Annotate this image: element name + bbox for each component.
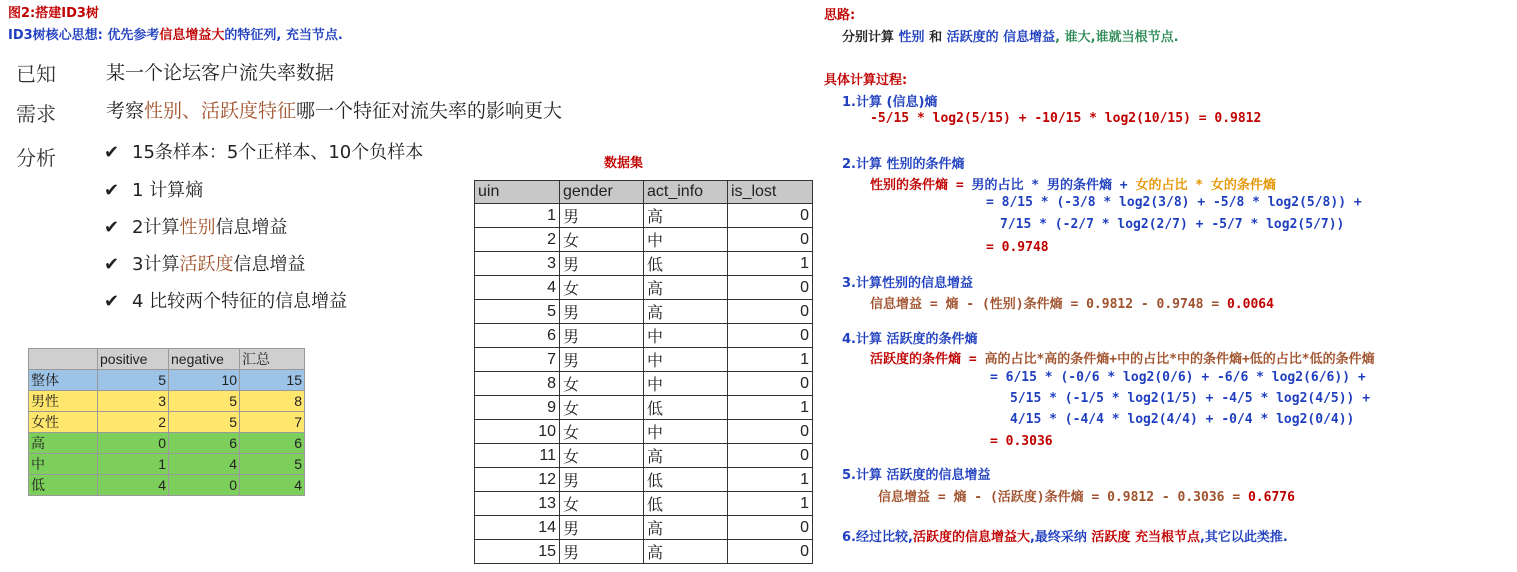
- check-icon: ✔: [104, 291, 120, 312]
- table-row: [475, 516, 813, 540]
- core-highlight: 信息增益大: [159, 28, 225, 43]
- step6-part: 6.经过比较,: [842, 530, 913, 545]
- step2-line4: = 0.9748: [986, 240, 1049, 255]
- dataset-cell: 8: [475, 372, 560, 396]
- step6-part: 活跃度 充当根节点: [1091, 530, 1200, 545]
- analysis-text: 15条样本：5个正样本、10个负样本: [132, 142, 424, 163]
- thought-part: 分别计算: [842, 30, 899, 45]
- dataset-cell: 男: [560, 252, 644, 276]
- stats-cell: 2: [98, 412, 169, 433]
- step2-line3: 7/15 * (-2/7 * log2(2/7) + -5/7 * log2(5/7)): [1000, 217, 1345, 232]
- step3-title: 3.计算性别的信息增益: [842, 276, 973, 291]
- dataset-cell: 低: [644, 396, 728, 420]
- stats-table: [28, 348, 305, 496]
- need-highlight: 性别、活跃度特征: [144, 100, 297, 122]
- dataset-cell: 高: [644, 540, 728, 564]
- dataset-cell: 1: [728, 492, 813, 516]
- analysis-text-suffix: 信息增益: [215, 217, 288, 238]
- dataset-cell: 15: [475, 540, 560, 564]
- thought-part: 活跃度的: [946, 30, 999, 45]
- core-suffix: 的特征列, 充当节点.: [224, 28, 343, 43]
- analysis-item: [104, 176, 203, 202]
- dataset-cell: 1: [728, 252, 813, 276]
- dataset-header-row: [475, 181, 813, 204]
- dataset-cell: 0: [728, 276, 813, 300]
- check-icon: ✔: [104, 180, 120, 201]
- id3-core-idea: [8, 24, 343, 43]
- stats-cell: 6: [240, 433, 305, 454]
- figure-title: 图2:搭建ID3树: [8, 6, 99, 21]
- dataset-cell: 中: [644, 348, 728, 372]
- need-suffix: 哪一个特征对流失率的影响更大: [296, 100, 563, 122]
- analysis-label: 分析: [16, 146, 56, 170]
- step3-result: 0.0064: [1226, 297, 1274, 312]
- stats-row-label: 男性: [29, 391, 98, 412]
- dataset-cell: 女: [560, 276, 644, 300]
- dataset-cell: 3: [475, 252, 560, 276]
- table-row: [475, 228, 813, 252]
- table-row: [475, 468, 813, 492]
- thought-part: 信息增益: [1003, 30, 1056, 45]
- thought-part: , 谁大,谁就当根节点.: [1055, 30, 1179, 45]
- dataset-cell: 男: [560, 204, 644, 228]
- dataset-cell: 12: [475, 468, 560, 492]
- dataset-cell: 中: [644, 372, 728, 396]
- need-value: [106, 96, 562, 123]
- step4-line3: 5/15 * (-1/5 * log2(1/5) + -4/5 * log2(4/5)) +: [1010, 391, 1371, 406]
- table-row: [475, 444, 813, 468]
- step1-formula: [870, 111, 1261, 126]
- stats-cell: 3: [98, 391, 169, 412]
- stats-cell: 4: [240, 475, 305, 496]
- dataset-cell: 女: [560, 420, 644, 444]
- step2-male-part: 男的占比 * 男的条件熵 +: [971, 178, 1136, 193]
- analysis-text: 1 计算熵: [132, 180, 204, 201]
- dataset-cell: 女: [560, 228, 644, 252]
- dataset-cell: 低: [644, 468, 728, 492]
- dataset-cell: 低: [644, 252, 728, 276]
- dataset-cell: 中: [644, 324, 728, 348]
- table-row: [475, 420, 813, 444]
- dataset-cell: 0: [728, 204, 813, 228]
- stats-row-label: 整体: [29, 370, 98, 391]
- thought-part: 性别: [898, 30, 925, 45]
- step2-title: 2.计算 性别的条件熵: [842, 157, 965, 172]
- known-label: 已知: [16, 62, 56, 86]
- table-row: [475, 372, 813, 396]
- thought-label: 思路:: [824, 8, 856, 23]
- known-value: 某一个论坛客户流失率数据: [106, 62, 335, 84]
- dataset-cell: 女: [560, 396, 644, 420]
- table-row: [475, 324, 813, 348]
- stats-header-cell: positive: [98, 349, 169, 370]
- dataset-cell: 0: [728, 540, 813, 564]
- dataset-cell: 11: [475, 444, 560, 468]
- need-prefix: 考察: [106, 100, 145, 122]
- stats-cell: 4: [169, 454, 240, 475]
- analysis-item: [104, 250, 305, 276]
- dataset-cell: 高: [644, 444, 728, 468]
- stats-row: [29, 433, 305, 454]
- step4-lhs: 活跃度的条件熵 =: [870, 352, 985, 367]
- table-row: [475, 252, 813, 276]
- dataset-header-cell: gender: [560, 181, 644, 204]
- stats-cell: 5: [169, 391, 240, 412]
- stats-cell: 5: [98, 370, 169, 391]
- stats-row: [29, 370, 305, 391]
- stats-cell: 1: [98, 454, 169, 475]
- core-prefix: ID3树核心思想: 优先参考: [8, 28, 160, 43]
- dataset-cell: 高: [644, 204, 728, 228]
- step6-part: ,其它以此类推.: [1199, 530, 1288, 545]
- table-row: [475, 300, 813, 324]
- step6-part: 活跃度的信息增益大: [912, 530, 1030, 545]
- check-icon: ✔: [104, 254, 120, 275]
- dataset-cell: 13: [475, 492, 560, 516]
- table-row: [475, 492, 813, 516]
- dataset-cell: 男: [560, 468, 644, 492]
- need-label: 需求: [16, 102, 56, 126]
- stats-cell: 15: [240, 370, 305, 391]
- dataset-cell: 高: [644, 516, 728, 540]
- process-label: 具体计算过程:: [824, 73, 908, 88]
- dataset-cell: 10: [475, 420, 560, 444]
- analysis-text: 4 比较两个特征的信息增益: [132, 291, 348, 312]
- dataset-header-cell: uin: [475, 181, 560, 204]
- thought-part: 和: [924, 30, 947, 45]
- step3-expr: 信息增益 = 熵 - (性别)条件熵 = 0.9812 - 0.9748 =: [870, 297, 1227, 312]
- dataset-cell: 4: [475, 276, 560, 300]
- dataset-cell: 2: [475, 228, 560, 252]
- table-row: [475, 204, 813, 228]
- dataset-cell: 0: [728, 444, 813, 468]
- stats-cell: 0: [98, 433, 169, 454]
- dataset-cell: 1: [728, 396, 813, 420]
- step2-lhs: 性别的条件熵 =: [870, 178, 972, 193]
- stats-row-label: 中: [29, 454, 98, 475]
- step6-conclusion: [842, 526, 1288, 545]
- dataset-cell: 1: [475, 204, 560, 228]
- dataset-cell: 0: [728, 372, 813, 396]
- step5-formula: [878, 486, 1295, 505]
- stats-cell: 5: [169, 412, 240, 433]
- step4-line4: 4/15 * (-4/4 * log2(4/4) + -0/4 * log2(0/4)): [1010, 412, 1355, 427]
- dataset-cell: 9: [475, 396, 560, 420]
- step4-line1: [870, 348, 1375, 367]
- step4-rhs: 高的占比*高的条件熵+中的占比*中的条件熵+低的占比*低的条件熵: [984, 352, 1375, 367]
- step4-line2: = 6/15 * (-0/6 * log2(0/6) + -6/6 * log2(6/6)) +: [990, 370, 1366, 385]
- dataset-cell: 0: [728, 516, 813, 540]
- dataset-table: [474, 180, 813, 564]
- step5-expr: 信息增益 = 熵 - (活跃度)条件熵 = 0.9812 - 0.3036 =: [878, 490, 1248, 505]
- step1-result: 0.9812: [1214, 111, 1262, 126]
- dataset-cell: 男: [560, 348, 644, 372]
- dataset-cell: 0: [728, 228, 813, 252]
- dataset-cell: 男: [560, 516, 644, 540]
- stats-cell: 7: [240, 412, 305, 433]
- dataset-cell: 0: [728, 420, 813, 444]
- stats-cell: 0: [169, 475, 240, 496]
- dataset-cell: 0: [728, 300, 813, 324]
- dataset-cell: 中: [644, 228, 728, 252]
- dataset-title: 数据集: [604, 156, 644, 171]
- stats-row-label: 高: [29, 433, 98, 454]
- thought-line: [842, 26, 1179, 45]
- stats-cell: 6: [169, 433, 240, 454]
- dataset-cell: 女: [560, 372, 644, 396]
- dataset-cell: 男: [560, 300, 644, 324]
- stats-row-label: 低: [29, 475, 98, 496]
- stats-header-row: [29, 349, 305, 370]
- dataset-cell: 1: [728, 468, 813, 492]
- dataset-header-cell: is_lost: [728, 181, 813, 204]
- stats-row: [29, 475, 305, 496]
- stats-header-cell: 汇总: [240, 349, 305, 370]
- dataset-header-cell: act_info: [644, 181, 728, 204]
- step6-part: ,最终采纳: [1029, 530, 1092, 545]
- dataset-cell: 中: [644, 420, 728, 444]
- dataset-cell: 1: [728, 348, 813, 372]
- stats-row: [29, 454, 305, 475]
- step1-title: 1.计算 (信息)熵: [842, 95, 938, 110]
- analysis-item: [104, 138, 423, 164]
- dataset-cell: 6: [475, 324, 560, 348]
- dataset-cell: 7: [475, 348, 560, 372]
- stats-row: [29, 412, 305, 433]
- analysis-highlight: 性别: [179, 217, 216, 238]
- dataset-cell: 女: [560, 492, 644, 516]
- step1-expr: -5/15 * log2(5/15) + -10/15 * log2(10/15) =: [870, 111, 1215, 126]
- step3-formula: [870, 293, 1274, 312]
- step2-female-part: 女的占比 * 女的条件熵: [1135, 178, 1276, 193]
- stats-row-label: 女性: [29, 412, 98, 433]
- analysis-highlight: 活跃度: [179, 254, 234, 275]
- table-row: [475, 396, 813, 420]
- step5-result: 0.6776: [1247, 490, 1295, 505]
- table-row: [475, 348, 813, 372]
- check-icon: ✔: [104, 217, 120, 238]
- table-row: [475, 276, 813, 300]
- check-icon: ✔: [104, 142, 120, 163]
- stats-header-cell: negative: [169, 349, 240, 370]
- dataset-cell: 5: [475, 300, 560, 324]
- dataset-cell: 14: [475, 516, 560, 540]
- dataset-cell: 男: [560, 540, 644, 564]
- step4-title: 4.计算 活跃度的条件熵: [842, 332, 978, 347]
- analysis-item: [104, 213, 287, 239]
- stats-row: [29, 391, 305, 412]
- dataset-cell: 高: [644, 276, 728, 300]
- analysis-item: [104, 287, 347, 313]
- stats-cell: 8: [240, 391, 305, 412]
- stats-cell: 10: [169, 370, 240, 391]
- table-row: [475, 540, 813, 564]
- dataset-cell: 女: [560, 444, 644, 468]
- step5-title: 5.计算 活跃度的信息增益: [842, 468, 991, 483]
- dataset-cell: 男: [560, 324, 644, 348]
- step2-line1: [870, 174, 1276, 193]
- analysis-text: 3计算: [132, 254, 180, 275]
- analysis-text-suffix: 信息增益: [233, 254, 306, 275]
- stats-cell: 4: [98, 475, 169, 496]
- stats-header-cell: [29, 349, 98, 370]
- step4-line5: = 0.3036: [990, 434, 1053, 449]
- step2-line2: = 8/15 * (-3/8 * log2(3/8) + -5/8 * log2(5/8)) +: [986, 195, 1362, 210]
- analysis-text: 2计算: [132, 217, 180, 238]
- stats-cell: 5: [240, 454, 305, 475]
- dataset-cell: 低: [644, 492, 728, 516]
- dataset-cell: 0: [728, 324, 813, 348]
- dataset-cell: 高: [644, 300, 728, 324]
